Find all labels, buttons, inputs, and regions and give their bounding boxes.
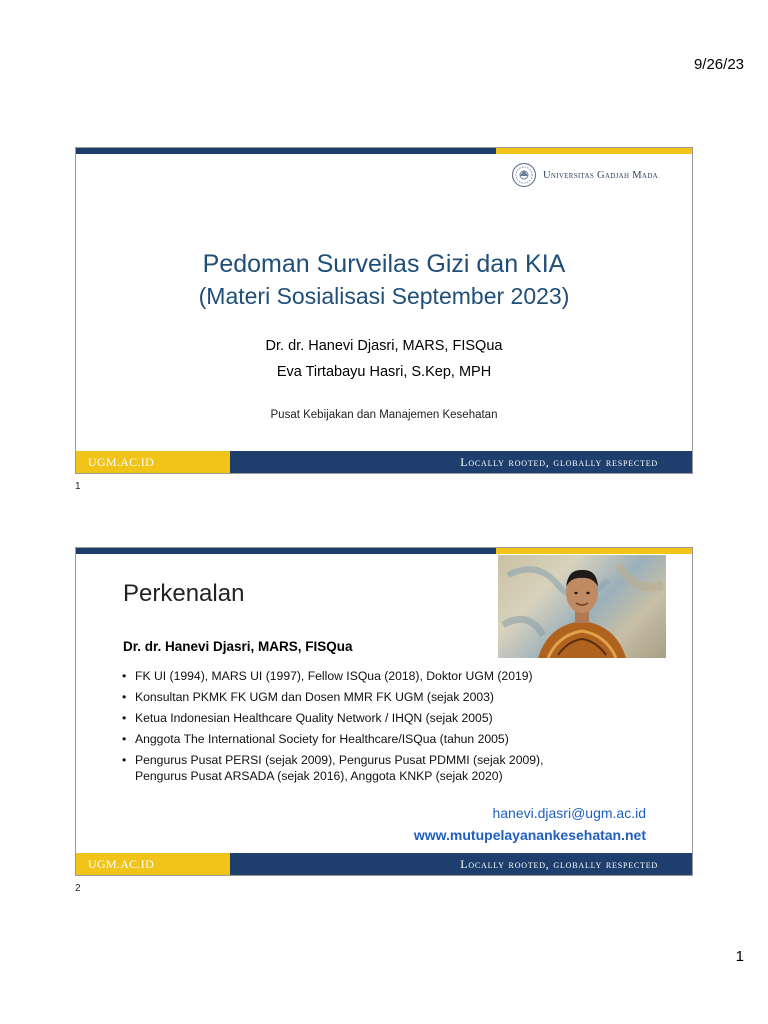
- person-photo-icon: [498, 555, 666, 658]
- footer-tagline: Locally rooted, globally respected: [230, 853, 692, 875]
- list-item: • FK UI (1994), MARS UI (1997), Fellow ISQua (2018), Doktor UGM (2019): [122, 669, 533, 683]
- slide-number: 1: [75, 481, 81, 492]
- email-link[interactable]: hanevi.djasri@ugm.ac.id: [492, 805, 646, 821]
- page-number: 1: [735, 948, 744, 965]
- slide-footer: [76, 853, 692, 875]
- slide-top-bar: [76, 548, 692, 554]
- institution: Pusat Kebijakan dan Manajemen Kesehatan: [270, 409, 498, 421]
- page-date: 9/26/23: [693, 56, 744, 73]
- footer-website: UGM.AC.ID: [76, 451, 230, 473]
- speaker-photo: [498, 555, 666, 658]
- slide-heading: Perkenalan: [123, 580, 245, 607]
- list-item: • Pengurus Pusat PERSI (sejak 2009), Pengurus Pusat PDMMI (sejak 2009), Pengurus Pusat ARSADA (sejak 2016), Anggota KNKP (sejak 2020): [122, 753, 544, 783]
- list-item: • Ketua Indonesian Healthcare Quality Network / IHQN (sejak 2005): [122, 711, 493, 725]
- list-item: • Anggota The International Society for Healthcare/ISQua (tahun 2005): [122, 732, 509, 746]
- slide-2: [75, 547, 693, 876]
- slide-1: [75, 147, 693, 474]
- slide-title: Pedoman Surveilas Gizi dan KIA: [202, 250, 566, 278]
- slide-number: 2: [75, 883, 81, 894]
- speaker-name: Dr. dr. Hanevi Djasri, MARS, FISQua: [123, 639, 353, 654]
- footer-website: UGM.AC.ID: [76, 853, 230, 875]
- slide-footer: [76, 451, 692, 473]
- bullet-list: [122, 668, 622, 789]
- footer-tagline: Locally rooted, globally respected: [230, 451, 692, 473]
- ugm-logo-text: Universitas Gadjah Mada: [542, 169, 658, 181]
- slide-top-bar: [76, 148, 692, 154]
- slide-subtitle: (Materi Sosialisasi September 2023): [198, 283, 570, 309]
- ugm-logo: [511, 162, 658, 188]
- list-item: • Konsultan PKMK FK UGM dan Dosen MMR FK UGM (sejak 2003): [122, 690, 494, 704]
- author-name: Eva Tirtabayu Hasri, S.Kep, MPH: [276, 364, 492, 380]
- author-name: Dr. dr. Hanevi Djasri, MARS, FISQua: [265, 338, 503, 354]
- ugm-emblem-icon: [511, 162, 537, 188]
- website-link[interactable]: www.mutupelayanankesehatan.net: [413, 827, 646, 843]
